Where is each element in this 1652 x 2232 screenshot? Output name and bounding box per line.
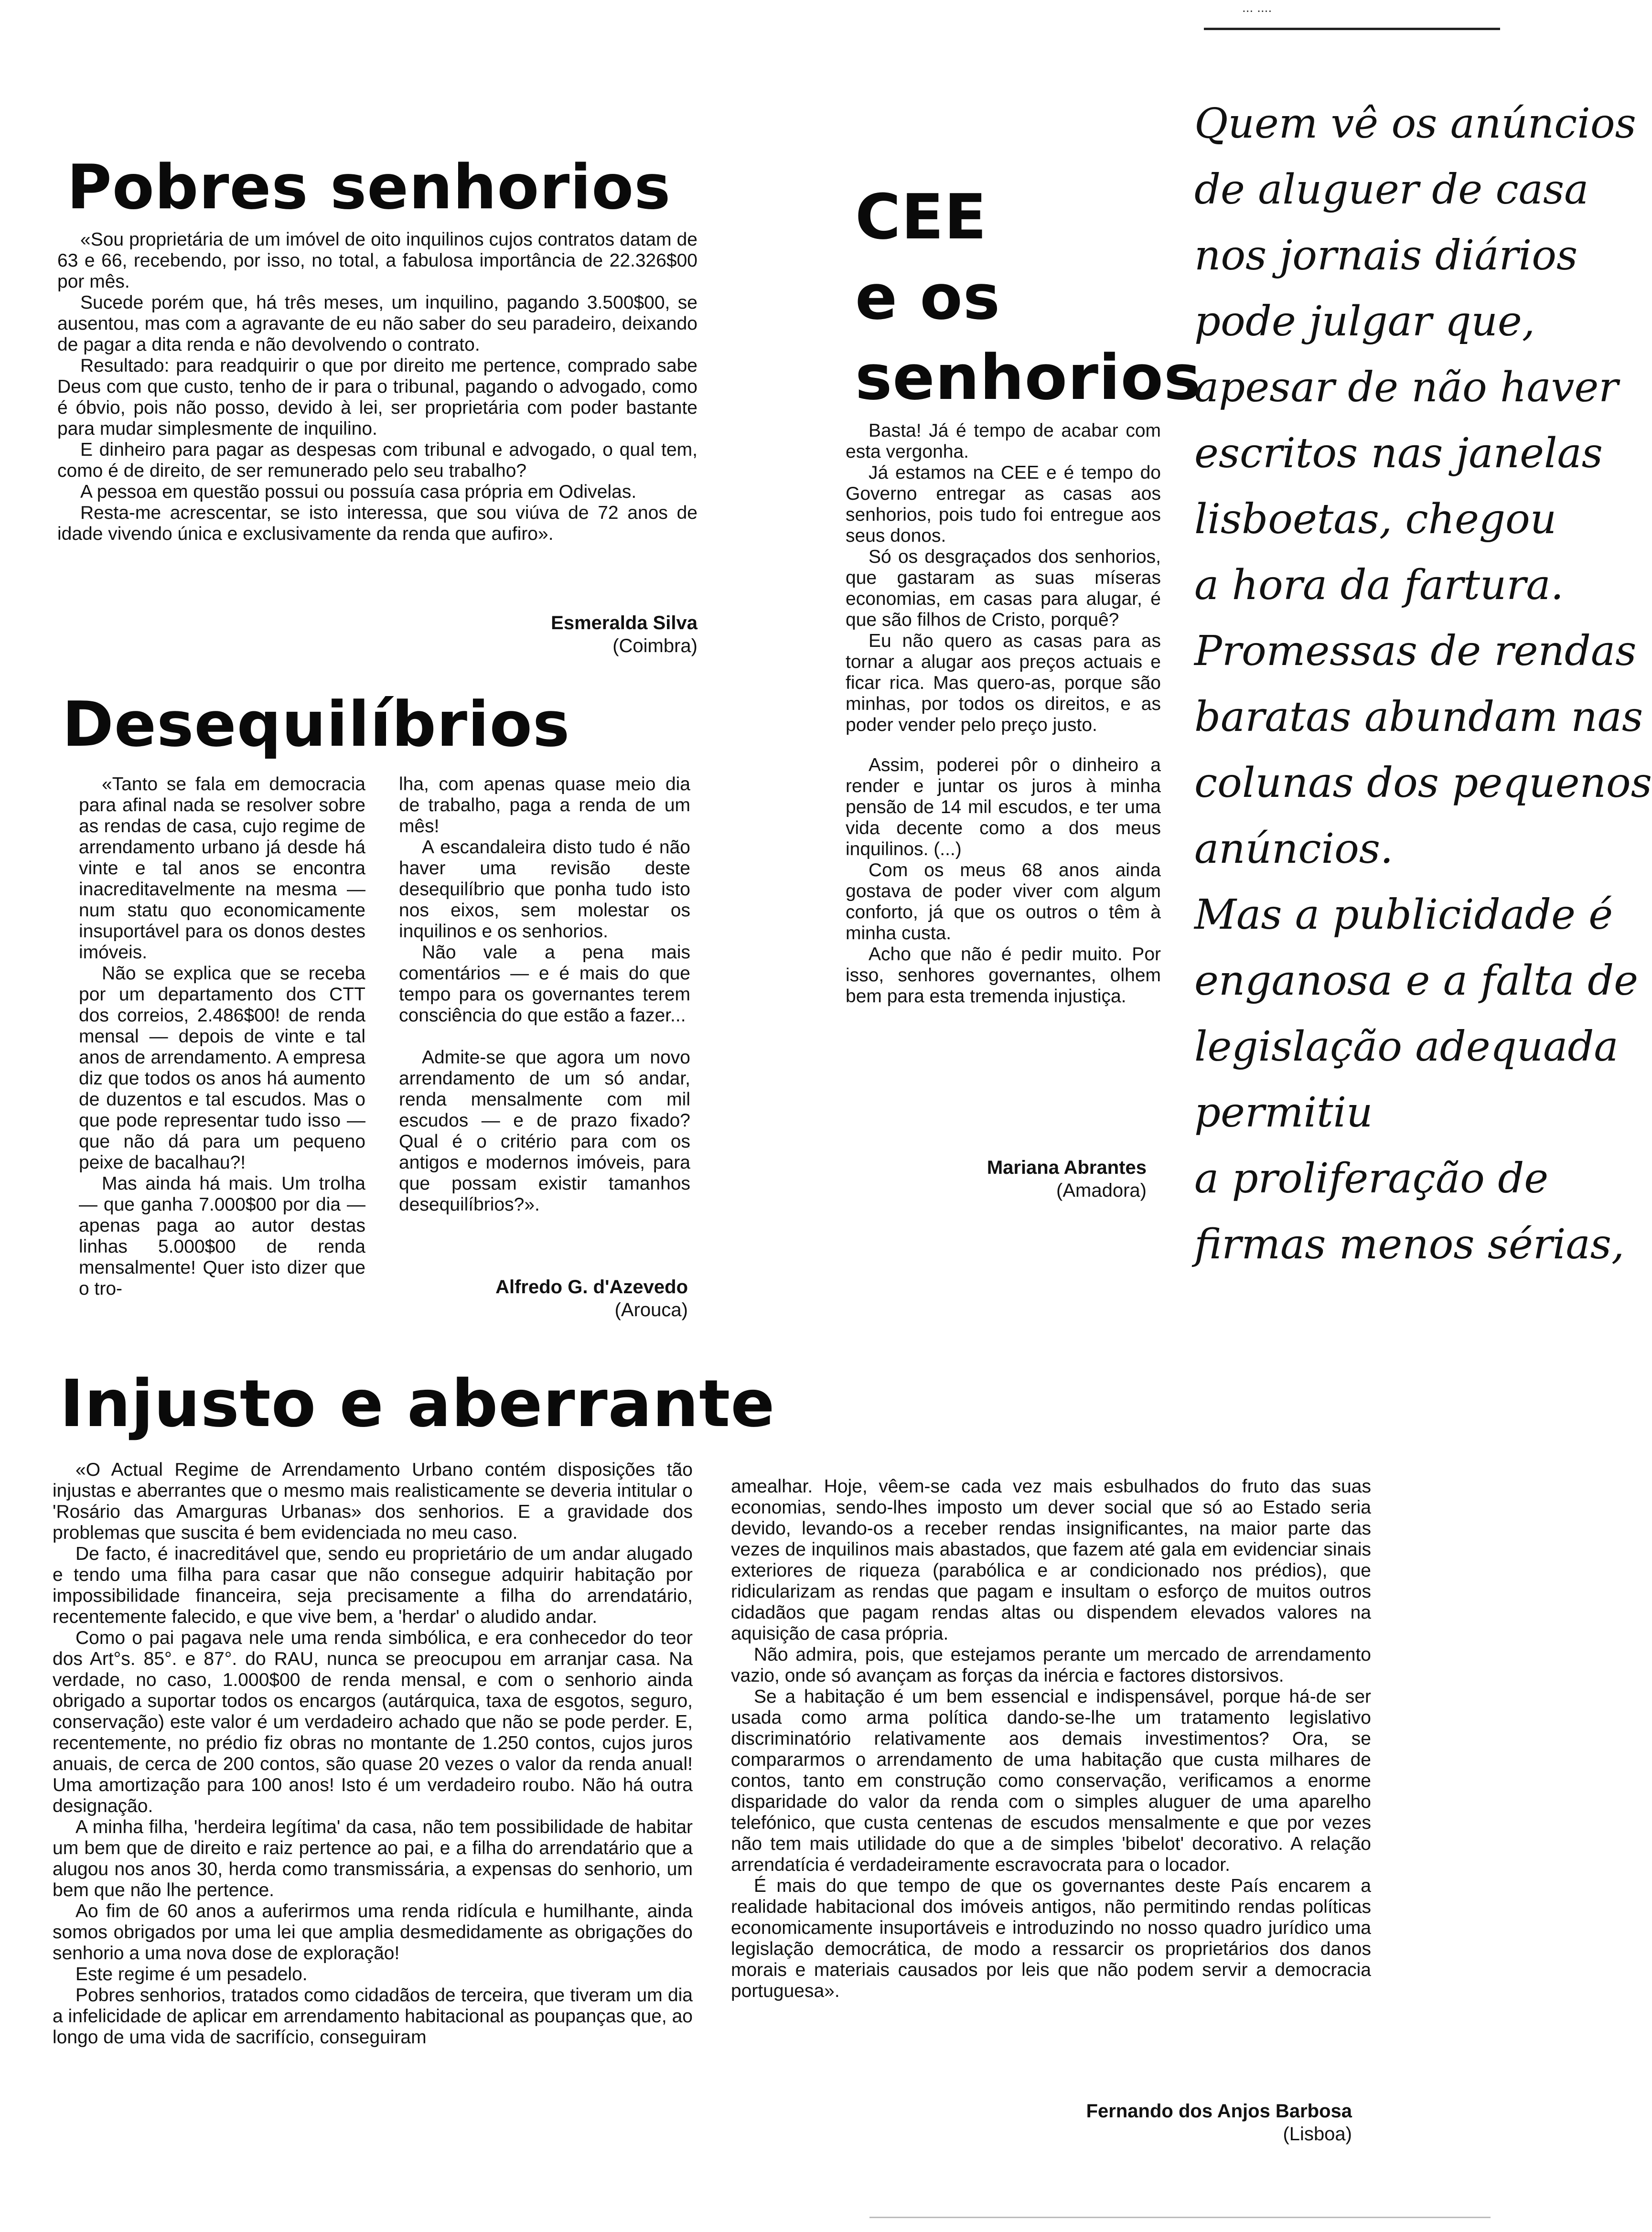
sidebar-line: apesar de não haver <box>1194 364 1619 411</box>
paragraph: Não admira, pois, que estejamos perante um mercado de arrendamento vazio, onde só avançam as forças da inércia e factores distorsivos. <box>731 1644 1371 1686</box>
sidebar-line: de aluguer de casa <box>1194 166 1589 214</box>
author-location: (Coimbra) <box>612 635 697 656</box>
author-name: Fernando dos Anjos Barbosa <box>1086 2101 1352 2122</box>
paragraph: Este regime é um pesadelo. <box>75 1964 308 1985</box>
header-fragment: ... .... <box>1242 0 1272 15</box>
sidebar-line: nos jornais diários <box>1194 232 1578 279</box>
sidebar-line: a proliferação de <box>1194 1155 1549 1202</box>
paragraph: Ao fim de 60 anos a auferirmos uma renda ridícula e humilhante, ainda somos obrigados por uma lei que amplia desmedidamente as obrigações do senhorio a uma nova dose de exploração! <box>53 1901 693 1964</box>
author-location: (Lisboa) <box>1283 2124 1352 2145</box>
paragraph: Com os meus 68 anos ainda gostava de poder viver com algum conforto, já que os outros o têm à minha custa. <box>846 860 1161 944</box>
title-line: CEE <box>855 181 987 253</box>
paragraph: Mas ainda há mais. Um trolha — que ganha 7.000$00 por dia — apenas paga ao autor destas linhas 5.000$00 de renda mensalmente! Quer isto dizer que o tro- <box>79 1173 365 1299</box>
paragraph: A escandaleira disto tudo é não haver uma revisão deste desequilíbrio que ponha tudo isto nos eixos, sem molestar os inquilinos e os senhorios. <box>399 837 690 942</box>
sidebar-line: escritos nas janelas <box>1194 429 1603 477</box>
paragraph: Basta! Já é tempo de acabar com esta vergonha. <box>846 420 1161 462</box>
article-title-cee <box>855 177 1201 418</box>
title-line: e os <box>855 261 1001 333</box>
paragraph: A minha filha, 'herdeira legítima' da casa, não tem possibilidade de habitar um bem que de direito e raiz pertence ao pai, e a filha do arrendatário que a alugou nos anos 30, herda como transmissária, a expensas do senhorio, um bem que não lhe pertence. <box>53 1817 693 1900</box>
article-title-desequilibrios: Desequilíbrios <box>62 688 570 761</box>
sidebar-line: legislação adequada <box>1194 1023 1619 1071</box>
article-col2-injusto <box>731 1476 1371 2002</box>
paragraph: Pobres senhorios, tratados como cidadãos de terceira, que tiveram um dia a infelicidade de aplicar em arrendamento habitacional as poupanças que, ao longo de uma vida de sacrifício, conseguiram <box>53 1985 693 2048</box>
paragraph: É mais do que tempo de que os governantes deste País encarem a realidade habitacional dos imóveis antigos, não permitindo rendas políticas economicamente insuportáveis e introduzindo no nosso quadro jurídico uma legislação democrática, de modo a ressarcir os proprietários dos danos morais e materiais causados por leis que não podem servir a democracia portuguesa». <box>731 1876 1371 2001</box>
article-col1-desequilibrios <box>79 774 365 1299</box>
author-location: (Amadora) <box>1056 1180 1147 1201</box>
paragraph: Acho que não é pedir muito. Por isso, senhores governantes, olhem bem para esta tremenda injustiça. <box>846 944 1161 1007</box>
sidebar-line: Promessas de rendas <box>1194 627 1637 675</box>
paragraph: A pessoa em questão possui ou possuía casa própria em Odivelas. <box>80 482 637 502</box>
paragraph: Só os desgraçados dos senhorios, que gastaram as suas míseras economias, em casas para alugar, é que são filhos de Cristo, porquê? <box>846 547 1161 630</box>
paragraph: De facto, é inacreditável que, sendo eu proprietário de um andar alugado e tendo uma filha para casar que não consegue adquirir habitação por impossibilidade financeira, seja precisamente a filha do arrendatário, recentemente falecido, e que vive bem, a 'herdar' o aludido andar. <box>53 1544 693 1627</box>
paragraph: Admite-se que agora um novo arrendamento de um só andar, renda mensalmente com mil escudos — e de prazo fixado? Qual é o critério para com os antigos e modernos imóveis, para que possam existir tamanhos desequilíbrios?». <box>399 1047 690 1215</box>
paragraph: lha, com apenas quase meio dia de trabalho, paga a renda de um mês! <box>399 774 690 837</box>
signature-cee <box>898 1156 1147 1202</box>
author-location: (Arouca) <box>614 1299 688 1320</box>
article-title-injusto: Injusto e aberrante <box>60 1366 775 1442</box>
paragraph: Sucede porém que, há três meses, um inquilino, pagando 3.500$00, se ausentou, mas com a agravante de eu não saber do seu paradeiro, deixando de pagar a dita renda e não devolvendo o contrato. <box>57 292 697 355</box>
sidebar-line: enganosa e a falta de <box>1194 957 1639 1005</box>
sidebar-line: anúncios. <box>1194 825 1394 873</box>
paragraph: Assim, poderei pôr o dinheiro a render e juntar os juros à minha pensão de 14 mil escudos, e ter uma vida decente como a dos meus inquilinos. (...) <box>846 755 1161 859</box>
article-title-pobres: Pobres senhorios <box>67 152 671 223</box>
title-line: senhorios <box>855 341 1201 414</box>
header-rule <box>1204 28 1500 30</box>
paragraph: «Sou proprietária de um imóvel de oito inquilinos cujos contratos datam de 63 e 66, recebendo, por isso, no total, a fabulosa importância de 22.326$00 por mês. <box>57 229 697 292</box>
signature-injusto <box>1027 2100 1352 2146</box>
bottom-rule <box>869 2217 1491 2218</box>
article-col1-injusto <box>53 1459 693 2048</box>
paragraph: amealhar. Hoje, vêem-se cada vez mais esbulhados do fruto das suas economias, sendo-lhes imposto um dever social que só ao Estado seria devido, levando-os a receber rendas insignificantes, na maior parte das vezes de inquilinos mais abastados, que fazem até gala em evidenciar sinais exteriores de riqueza (parabólica e ar condicionado nos prédios), que ridicularizam as rendas que pagam e insultam o esforço de muitos outros cidadãos que pagam rendas altas ou dispendem elevados valores na aquisição de casa própria. <box>731 1476 1371 1644</box>
article-body-cee <box>846 420 1161 1007</box>
paragraph: Já estamos na CEE e é tempo do Governo entregar as casas aos senhorios, pois tudo foi entregue aos seus donos. <box>846 462 1161 546</box>
sidebar-quote <box>1194 91 1652 1277</box>
paragraph: «Tanto se fala em democracia para afinal nada se resolver sobre as rendas de casa, cujo regime de arrendamento urbano já desde há vinte e tal anos se encontra inacreditavelmente na mesma — num statu quo economicamente insuportável para os donos destes imóveis. <box>79 774 365 963</box>
sidebar-line: permitiu <box>1194 1089 1373 1137</box>
signature-pobres <box>430 612 697 657</box>
paragraph: Como o pai pagava nele uma renda simbólica, e era conhecedor do teor dos Art°s. 85°. e 87°. do RAU, nunca se preocupou em arranjar casa. Na verdade, no caso, 1.000$00 de renda mensal, e com o senhorio ainda obrigado a suportar todos os encargos (autárquica, taxa de esgotos, seguro, conservação) este valor é um verdadeiro achado que não se pode perder. E, recentemente, no prédio fiz obras no montante de 1.250 contos, cujos juros anuais, de cerca de 200 contos, são quase 20 vezes o valor da renda anual! Uma amortização para 100 anos! Isto é um verdadeiro roubo. Não há outra designação. <box>53 1628 693 1816</box>
article-body-pobres <box>57 229 697 545</box>
sidebar-line: Mas a publicidade é <box>1194 891 1613 939</box>
sidebar-line: baratas abundam nas <box>1194 693 1643 741</box>
article-col2-desequilibrios <box>399 774 690 1215</box>
paragraph: Não se explica que se receba por um departamento dos CTT dos correios, 2.486$00! de renda mensal — depois de vinte e tal anos de arrendamento. A empresa diz que todos os anos há aumento de duzentos e tal escudos. Mas o que pode representar tudo isso — que não dá para um pequeno peixe de bacalhau?! <box>79 963 365 1173</box>
paragraph: Se a habitação é um bem essencial e indispensável, porque há-de ser usada como arma política dando-se-lhe um tratamento legislativo discriminatório relativamente aos demais investimentos? Ora, se compararmos o arrendamento de uma habitação que custa milhares de contos, tanto em construção como conservação, verificamos a enorme disparidade do valor da renda com o simples aluguer de uma aparelho telefónico, que custa centenas de escudos mensalmente e que por vezes não tem mais utilidade do que a de simples 'bibelot' decorativo. A relação arrendatícia é verdadeiramente escravocrata para o locador. <box>731 1686 1371 1875</box>
sidebar-line: colunas dos pequenos <box>1194 759 1652 807</box>
paragraph: E dinheiro para pagar as despesas com tribunal e advogado, o qual tem, como é de direito, de ser remunerado pelo seu trabalho? <box>57 440 697 481</box>
paragraph: Resultado: para readquirir o que por direito me pertence, comprado sabe Deus com que custo, tenho de ir para o tribunal, pagando o advogado, como é óbvio, pois não posso, devido à lei, ser proprietária com poder bastante para mudar simplesmente de inquilino. <box>57 355 697 439</box>
paragraph: Não vale a pena mais comentários — e é mais do que tempo para os governantes terem consciência do que estão a fazer... <box>399 942 690 1026</box>
sidebar-line: a hora da fartura. <box>1194 561 1564 609</box>
paragraph: Eu não quero as casas para as tornar a alugar aos preços actuais e ficar rica. Mas quero-as, porque são minhas, por todos os direitos, e as poder vender pelo preço justo. <box>846 631 1161 735</box>
signature-desequilibrios <box>420 1276 688 1321</box>
paragraph: Resta-me acrescentar, se isto interessa, que sou viúva de 72 anos de idade vivendo única e exclusivamente da renda que aufiro». <box>57 503 697 544</box>
author-name: Mariana Abrantes <box>987 1157 1147 1178</box>
sidebar-line: lisboetas, chegou <box>1194 495 1557 543</box>
author-name: Esmeralda Silva <box>551 612 697 633</box>
author-name: Alfredo G. d'Azevedo <box>495 1277 688 1298</box>
paragraph: «O Actual Regime de Arrendamento Urbano contém disposições tão injustas e aberrantes que o mesmo mais realisticamente se deveria intitular o 'Rosário das Amarguras Urbanas» dos senhorios. E a gravidade dos problemas que suscita é bem evidenciada no meu caso. <box>53 1459 693 1543</box>
sidebar-line: pode julgar que, <box>1194 298 1535 345</box>
sidebar-line: firmas menos sérias, <box>1194 1221 1625 1268</box>
sidebar-line: Quem vê os anúncios <box>1194 100 1636 148</box>
